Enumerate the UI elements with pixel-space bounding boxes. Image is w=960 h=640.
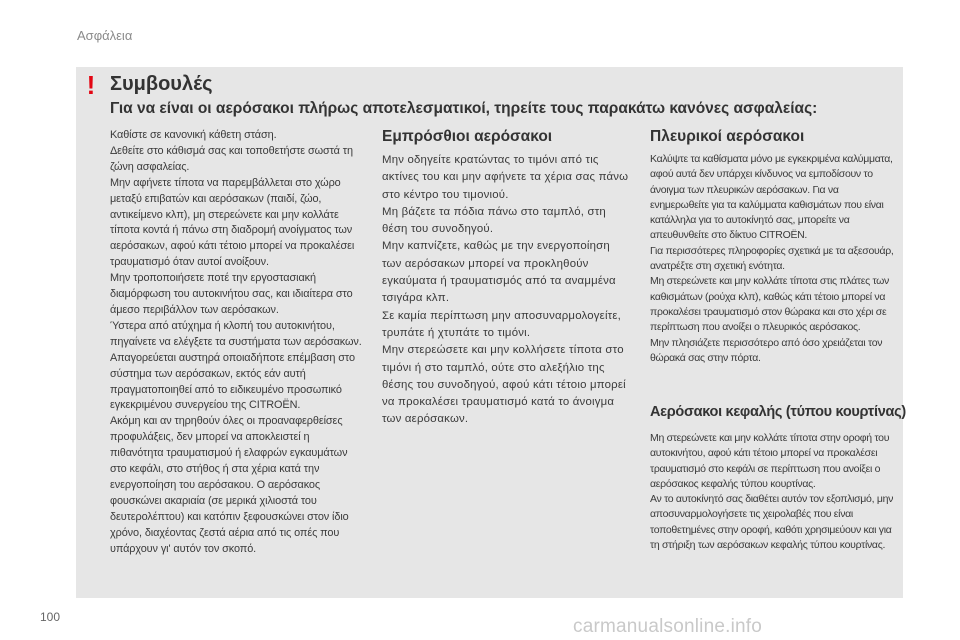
advice-paragraph: Μην στερεώσετε και μην κολλήσετε τίποτα στο τιμόνι ή στο ταμπλό, ούτε στο αλεξήλιο της θέσης του συνοδηγού, αφού κάτι τέτοιο μπορεί να προκαλέσει τραυματισμό κατά το άνοιγμα των αερόσακων. (382, 344, 626, 426)
front-airbags-column (382, 152, 632, 429)
advice-paragraph: Καθίστε σε κανονική κάθετη στάση. (110, 129, 277, 141)
advice-paragraph: Ακόμη και αν τηρηθούν όλες οι προαναφερθείσες προφυλάξεις, δεν μπορεί να αποκλειστεί η πιθανότητα τραυματισμού ή ελαφρών εγκαυμάτων στο κεφάλι, στο στήθος ή στα χέρια κατά την ενεργοποίηση του αερόσακου. Ο αερόσακος φουσκώνει ακαριαία (σε μερικά χιλιοστά του δευτερολέπτου) και κατόπιν ξεφουσκώνει στον ίδιο χρόνο, διαχέοντας ζεστά αέρια από τις οπές που υπάρχουν γι' αυτόν τον σκοπό. (110, 415, 349, 555)
advice-paragraph: Μην τροποποιήσετε ποτέ την εργοστασιακή διαμόρφωση του αυτοκινήτου σας, και ιδιαίτερα στο άμεσο περιβάλλον των αερόσακων. (110, 272, 353, 316)
page-number: 100 (40, 610, 61, 624)
section-header: Ασφάλεια (77, 28, 133, 43)
general-advice-column (110, 128, 365, 557)
advice-paragraph: Μην πλησιάζετε περισσότερο από όσο χρειάζεται τον θώρακά σας στην πόρτα. (650, 336, 883, 364)
advice-paragraph: Δεθείτε στο κάθισμά σας και τοποθετήστε σωστά τη ζώνη ασφαλείας. (110, 144, 353, 173)
advice-paragraph: Ύστερα από ατύχημα ή κλοπή του αυτοκινήτου, πηγαίνετε να ελέγξετε τα συστήματα των αερόσακων. (110, 319, 362, 348)
curtain-airbags-column (650, 431, 900, 553)
side-airbags-heading: Πλευρικοί αερόσακοι (650, 128, 805, 145)
advice-paragraph: Καλύψτε τα καθίσματα μόνο με εγκεκριμένα καλύμματα, αφού αυτά δεν υπάρχει κίνδυνος να εμποδίσουν το άνοιγμα των πλευρικών αερόσακων. Για να ενημερωθείτε για τα καλύμματα καθισμάτων που είναι κατάλληλα για το αυτοκίνητό σας, μπορείτε να απευθυνθείτε στο δίκτυο CITROËN. (650, 153, 893, 242)
advice-paragraph: Για περισσότερες πληροφορίες σχετικά με τα αξεσουάρ, ανατρέξτε στη σχετική ενότητα. (650, 244, 894, 273)
advice-paragraph: Σε καμία περίπτωση μην αποσυναρμολογείτε, τρυπάτε ή χτυπάτε το τιμόνι. (382, 309, 622, 339)
side-airbags-column (650, 152, 900, 366)
advice-paragraph: Μην αφήνετε τίποτα να παρεμβάλλεται στο χώρο μεταξύ επιβατών και αερόσακων (παιδί, ζώο, αντικείμενο κλπ), μη στερεώνετε και μην κολλάτε τίποτα κοντά ή πάνω στη διαδρομή ανοίγματος των αερόσακων, αφού κάτι τέτοιο μπορεί να προκαλέσει τραυματισμό όταν αυτοί ανοίξουν. (110, 176, 355, 269)
advice-paragraph: Μη στερεώνετε και μην κολλάτε τίποτα στις πλάτες των καθισμάτων (ρούχα κλπ), καθώς κάτι τέτοιο μπορεί να προκαλέσει τραυματισμό στον θώρακα και στο χέρι σε περίπτωση που ανοίξει ο πλευρικός αερόσακος. (650, 275, 890, 334)
advice-paragraph: Μη βάζετε τα πόδια πάνω στο ταμπλό, στη θέση του συνοδηγού. (382, 205, 606, 236)
watermark: carmanualsonline.info (573, 616, 763, 637)
advice-paragraph: Μην καπνίζετε, καθώς με την ενεργοποίηση των αερόσακων μπορεί να προκληθούν εγκαύματα ή τραυματισμός από τα αναμμένα τσιγάρα κλπ. (382, 240, 616, 305)
advice-paragraph: Απαγορεύεται αυστηρά οποιαδήποτε επέμβαση στο σύστημα των αερόσακων, εκτός εάν αυτή πραγματοποιηθεί από το ειδικευμένο προσωπικό εγκεκριμένου συνεργείου της CITROËN. (110, 351, 355, 412)
curtain-airbags-heading: Αερόσακοι κεφαλής (τύπου κουρτίνας) (650, 404, 906, 420)
front-airbags-heading: Εμπρόσθιοι αερόσακοι (382, 128, 553, 145)
advice-subtitle: Για να είναι οι αερόσακοι πλήρως αποτελεσματικοί, τηρείτε τους παρακάτω κανόνες ασφαλείας: (110, 100, 818, 117)
advice-title: Συμβουλές (110, 73, 213, 95)
advice-paragraph: Μην οδηγείτε κρατώντας το τιμόνι από τις ακτίνες του και μην αφήνετε τα χέρια σας πάνω στο κέντρο του τιμονιού. (382, 154, 629, 201)
exclamation-warning-icon: ! (86, 70, 96, 100)
advice-paragraph: Μη στερεώνετε και μην κολλάτε τίποτα στην οροφή του αυτοκινήτου, αφού κάτι τέτοιο μπορεί να προκαλέσει τραυματισμό στο κεφάλι σε περίπτωση που ανοίξει ο αερόσακος κεφαλής τύπου κουρτίνας. (650, 432, 890, 490)
advice-paragraph: Αν το αυτοκίνητό σας διαθέτει αυτόν τον εξοπλισμό, μην αποσυναρμολογήσετε τις χειρολαβές που είναι τοποθετημένες στην οροφή, καθότι χρησιμεύουν και για τη στήριξη των αερόσακων κεφαλής τύπου κουρτίνας. (650, 493, 894, 552)
